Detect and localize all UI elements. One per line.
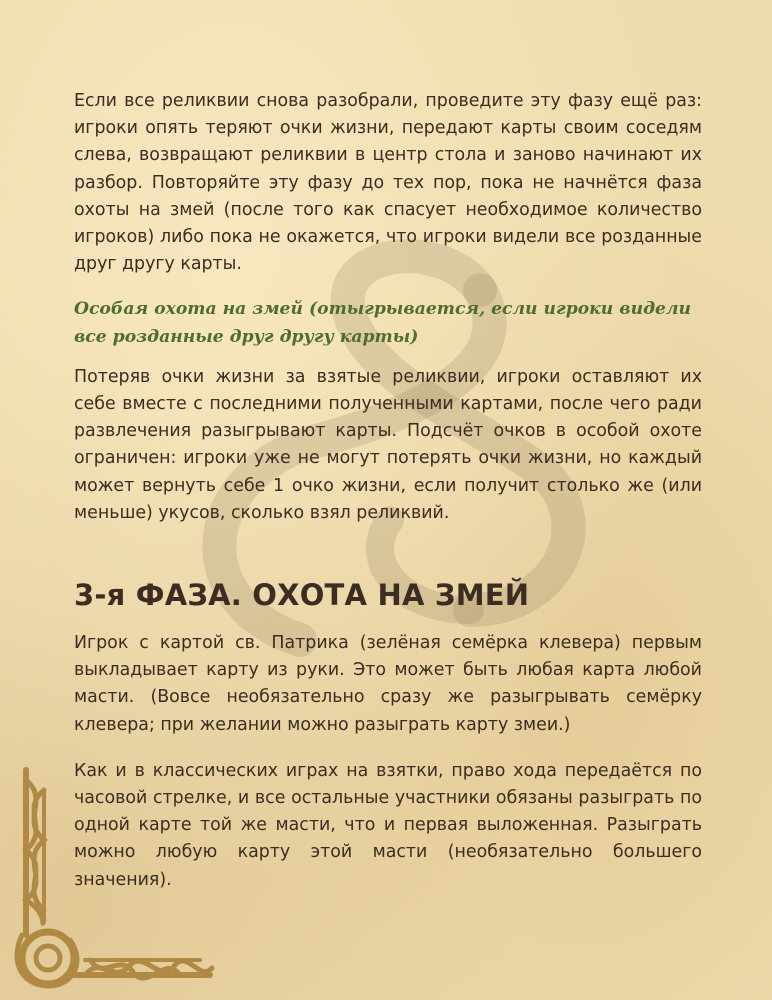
section-title-phase-3: 3-я ФАЗА. ОХОТА НА ЗМЕЙ [74, 578, 530, 613]
special-hunt-subheading: Особая охота на змей (отыгрывается, если игроки видели все розданные друг другу карты) [74, 299, 692, 347]
paragraph-repeat-phase: Если все реликвии снова разобрали, проведите эту фазу ещё раз: игроки опять теряют очки жизни, передают карты своим соседям слева, возвращают реликвии в центр стола и заново начинают их разбор. Повторяйте эту фазу до тех пор, пока не начнётся фаза охоты на змей (после того как спасует необходимое количество игроков) либо пока не окажется, что игроки видели все розданные друг другу карты. [74, 91, 702, 275]
celtic-knot-corner-ornament [0, 760, 230, 1000]
paragraph-special-hunt: Потеряв очки жизни за взятые реликвии, игроки оставляют их себе вместе с последними полученными картами, после чего ради развлечения разыгрывают карты. Подсчёт очков в особой охоте ограничен: игроки уже не могут потерять очки жизни, но каждый может вернуть себе 1 очко жизни, если получит столько же (или меньше) укусов, сколько взял реликвий. [74, 366, 702, 523]
paragraph-st-patrick-card: Игрок с картой св. Патрика (зелёная семёрка клевера) первым выкладывает карту из руки. Это может быть любая карта любой масти. (Вовсе необязательно сразу же разыгрывать семёрку клевера; при желании можно разыграть карту змеи.) [74, 633, 702, 735]
paragraph-trick-rules: Как и в классических играх на взятки, право хода передаётся по часовой стрелке, и все остальные участники обязаны разыграть по одной карте той же масти, что и первая выложенная. Разыграть можно любую карту этой масти (необязательно большего значения). [74, 760, 702, 890]
